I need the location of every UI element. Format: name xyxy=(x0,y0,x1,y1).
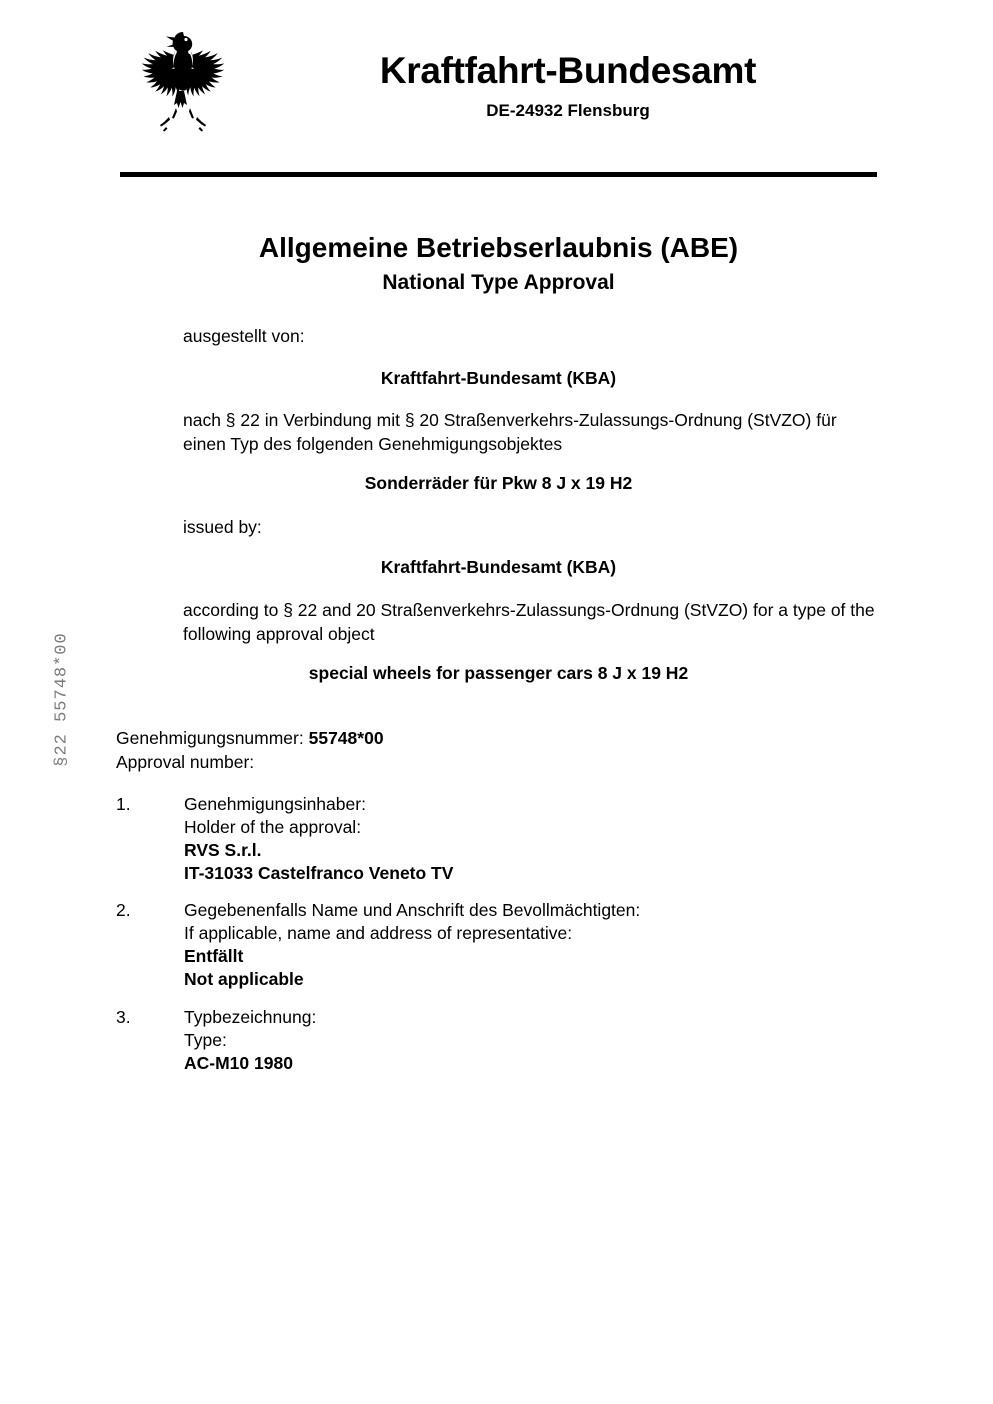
authority-en: Kraftfahrt-Bundesamt (KBA) xyxy=(380,557,617,577)
item-index: 1. xyxy=(116,794,131,814)
issued-by-label-de: ausgestellt von: xyxy=(183,326,305,346)
legal-basis-de: nach § 22 in Verbindung mit § 20 Straßenverkehrs-Zulassungs-Ordnung (StVZO) für einen Typ des folgenden Genehmigungsobjektes xyxy=(183,410,837,454)
item-holder xyxy=(116,793,896,885)
item-index: 3. xyxy=(116,1007,131,1027)
item-label-en: Holder of the approval: xyxy=(184,817,362,838)
header-title-group xyxy=(248,52,888,121)
item-value-line1: RVS S.r.l. xyxy=(184,840,262,861)
organization-address: DE-24932 Flensburg xyxy=(486,100,650,120)
document-title-de: Allgemeine Betriebserlaubnis (ABE) xyxy=(258,232,739,263)
item-value-line2: Not applicable xyxy=(184,969,304,990)
item-value-line1: AC-M10 1980 xyxy=(184,1053,293,1074)
legal-basis-en: according to § 22 and 20 Straßenverkehrs-Zulassungs-Ordnung (StVZO) for a type of the following approval object xyxy=(183,600,875,644)
approval-number-value: 55748*00 xyxy=(308,728,384,748)
item-label-de: Genehmigungsinhaber: xyxy=(184,794,366,814)
item-label-de: Typbezeichnung: xyxy=(184,1007,317,1027)
document-header xyxy=(0,0,993,200)
federal-eagle-icon xyxy=(128,28,238,146)
item-value-line2: IT-31033 Castelfranco Veneto TV xyxy=(184,863,454,884)
item-content xyxy=(184,793,896,885)
approval-number-line xyxy=(116,727,384,751)
side-reference-text: §22 55748*00 xyxy=(52,632,72,767)
authority-de: Kraftfahrt-Bundesamt (KBA) xyxy=(380,368,617,388)
item-content xyxy=(184,899,896,991)
header-divider xyxy=(120,172,877,177)
organization-name: Kraftfahrt-Bundesamt xyxy=(379,50,757,91)
item-label-en: Type: xyxy=(184,1030,227,1051)
item-label-de: Gegebenenfalls Name und Anschrift des Bevollmächtigten: xyxy=(184,900,641,920)
approval-object-de: Sonderräder für Pkw 8 J x 19 H2 xyxy=(364,473,633,493)
item-label-en: If applicable, name and address of representative: xyxy=(184,923,573,944)
item-content xyxy=(184,1006,896,1075)
approval-number-block xyxy=(116,727,384,774)
issued-by-label-en: issued by: xyxy=(183,517,262,537)
approval-number-colon: : xyxy=(298,728,309,748)
item-representative xyxy=(116,899,896,991)
approval-object-en: special wheels for passenger cars 8 J x 19 H2 xyxy=(308,663,689,683)
item-index: 2. xyxy=(116,900,131,920)
approval-number-label-de: Genehmigungsnummer xyxy=(116,728,299,748)
document-title-en: National Type Approval xyxy=(382,271,615,294)
item-value-line1: Entfällt xyxy=(184,946,244,967)
item-type-designation xyxy=(116,1006,896,1075)
approval-number-label-en: Approval number: xyxy=(116,751,255,772)
